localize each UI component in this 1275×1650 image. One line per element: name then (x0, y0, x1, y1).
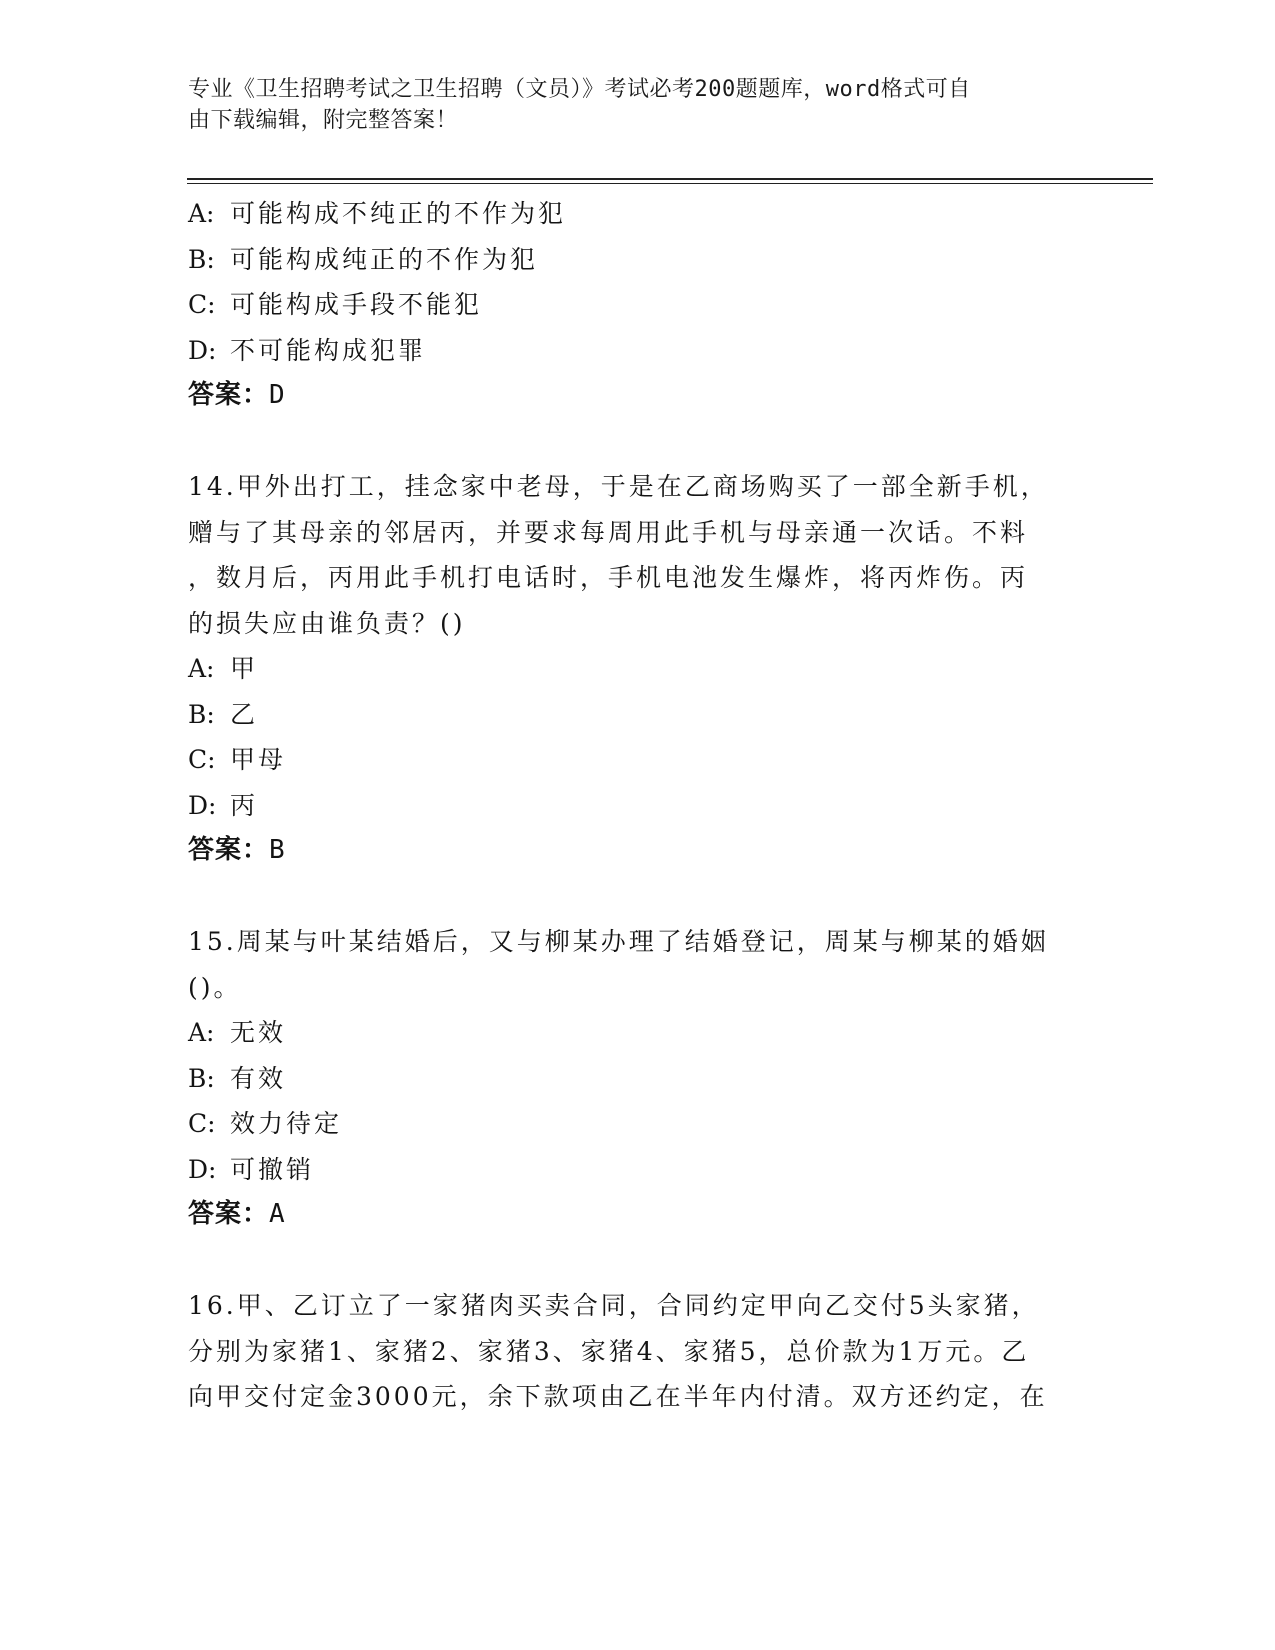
header-line-2: 由下载编辑，附完整答案！ (188, 108, 459, 133)
question-stem (188, 464, 1088, 646)
stem-line: 分别为家猪1、家猪2、家猪3、家猪4、家猪5，总价款为1万元。乙 (188, 1336, 1030, 1366)
answer-label: 答案： (188, 380, 270, 410)
option-text: 可撤销 (230, 1154, 315, 1184)
answer-line (188, 373, 1088, 419)
option-text: 丙 (230, 790, 259, 820)
option-text: 有效 (230, 1063, 287, 1093)
answer-label: 答案： (188, 835, 270, 865)
answer-value: A (269, 1199, 286, 1229)
answer-line (188, 828, 1088, 874)
option-text: 可能构成纯正的不作为犯 (230, 244, 539, 274)
question-13-options (188, 191, 1088, 419)
question-14 (188, 464, 1088, 874)
option-text: 可能构成手段不能犯 (230, 290, 483, 319)
option-label: D: (188, 790, 217, 820)
stem-line: 14.甲外出打工，挂念家中老母，于是在乙商场购买了一部全新手机， (188, 472, 1049, 501)
answer-value: B (269, 835, 286, 865)
option-d (188, 1147, 1088, 1193)
header-line-1: 专业《卫生招聘考试之卫生招聘（文员）》考试必考200题题库，word格式可自 (188, 77, 971, 102)
document-header (188, 74, 1068, 136)
option-c (188, 282, 1088, 328)
spacer (188, 874, 1088, 920)
option-label: C: (188, 745, 216, 774)
option-text: 无效 (230, 1018, 287, 1047)
stem-line: 的损失应由谁负责？() (188, 608, 466, 638)
option-label: B: (188, 699, 215, 729)
option-text: 可能构成不纯正的不作为犯 (230, 199, 567, 228)
option-d (188, 783, 1088, 829)
option-a (188, 646, 1088, 692)
question-content (188, 191, 1088, 1420)
option-label: A: (188, 1018, 215, 1047)
option-label: C: (188, 290, 216, 319)
option-label: A: (188, 199, 215, 228)
option-label: B: (188, 244, 215, 274)
stem-line: ()。 (188, 972, 242, 1002)
option-b (188, 1056, 1088, 1102)
option-text: 甲 (230, 654, 259, 683)
stem-line: 15.周某与叶某结婚后，又与柳某办理了结婚登记，周某与柳某的婚姻 (188, 927, 1049, 956)
option-c (188, 737, 1088, 783)
option-text: 效力待定 (230, 1109, 343, 1138)
option-text: 乙 (230, 699, 259, 729)
answer-label: 答案： (188, 1199, 270, 1229)
stem-line: ，数月后，丙用此手机打电话时，手机电池发生爆炸，将丙炸伤。丙 (188, 563, 1029, 592)
spacer (188, 1238, 1088, 1284)
option-text: 甲母 (230, 745, 287, 774)
option-text: 不可能构成犯罪 (230, 335, 427, 365)
question-stem (188, 1283, 1088, 1420)
option-b (188, 692, 1088, 738)
option-label: B: (188, 1063, 215, 1093)
option-c (188, 1101, 1088, 1147)
option-label: D: (188, 1154, 217, 1184)
question-15 (188, 919, 1088, 1238)
question-16 (188, 1283, 1088, 1420)
answer-value: D (269, 380, 286, 410)
stem-line: 16.甲、乙订立了一家猪肉买卖合同，合同约定甲向乙交付5头家猪， (188, 1291, 1040, 1320)
option-label: A: (188, 654, 215, 683)
question-stem (188, 919, 1088, 1010)
option-label: D: (188, 335, 217, 365)
option-b (188, 237, 1088, 283)
option-label: C: (188, 1109, 216, 1138)
stem-line: 向甲交付定金3000元，余下款项由乙在半年内付清。双方还约定，在 (188, 1382, 1048, 1411)
stem-line: 赠与了其母亲的邻居丙，并要求每周用此手机与母亲通一次话。不料 (188, 517, 1029, 547)
header-divider-thick (187, 178, 1153, 180)
option-d (188, 328, 1088, 374)
answer-line (188, 1192, 1088, 1238)
spacer (188, 419, 1088, 465)
option-a (188, 1010, 1088, 1056)
option-a (188, 191, 1088, 237)
header-divider-thin (187, 183, 1153, 184)
